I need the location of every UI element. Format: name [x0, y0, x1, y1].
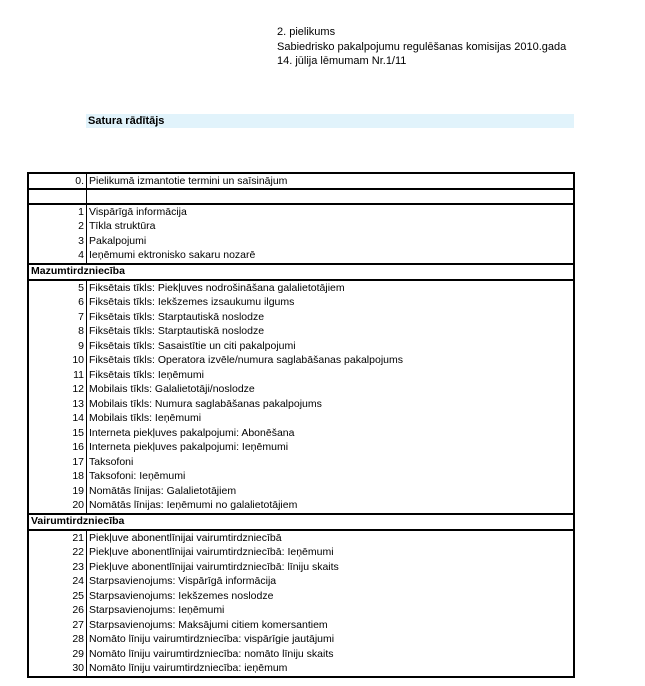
- section-retail: Mazumtirdzniecība: [29, 263, 573, 281]
- toc-general-group: [29, 203, 573, 263]
- toc-row: [29, 661, 573, 676]
- toc-row: [29, 574, 573, 589]
- toc-row-title: Pielikumā izmantotie termini un saīsinājum: [89, 175, 288, 187]
- toc-row-number: 16: [29, 440, 87, 455]
- toc-row-title: Mobilais tīkls: Galalietotāji/noslodze: [89, 383, 255, 395]
- toc-row-number: 2: [29, 219, 87, 234]
- toc-retail-group: [29, 281, 573, 513]
- toc-row: [29, 411, 573, 426]
- toc-row: [29, 295, 573, 310]
- toc-row-title: Nomātās līnijas: Ieņēmumi no galalietotājiem: [89, 499, 298, 511]
- toc-row-intro: [29, 174, 573, 188]
- toc-row-title: Taksofoni: [89, 455, 134, 468]
- toc-row-title: Mobilais tīkls: Ieņēmumi: [89, 412, 202, 424]
- toc-row-number: 6: [29, 295, 87, 310]
- toc-row: [29, 248, 573, 263]
- toc-row-number: 5: [29, 281, 87, 296]
- toc-row-number: 4: [29, 248, 87, 263]
- toc-row: [29, 455, 573, 470]
- toc-row: [29, 310, 573, 325]
- toc-row-title: Nomāto līniju vairumtirdzniecība: vispārīgie jautājumi: [89, 633, 335, 645]
- section-wholesale: Vairumtirdzniecība: [29, 513, 573, 531]
- toc-row-title: Starpsavienojums: Ieņēmumi: [89, 604, 225, 616]
- toc-title: Satura rādītājs: [86, 114, 574, 128]
- toc-row-number: 12: [29, 382, 87, 397]
- toc-row: [29, 440, 573, 455]
- toc-row-title: Fiksētais tīkls: Ieņēmumi: [89, 368, 204, 381]
- toc-row-number: 17: [29, 455, 87, 470]
- toc-row-number: 18: [29, 469, 87, 484]
- toc-row-number: 22: [29, 545, 87, 560]
- toc-row-number: 13: [29, 397, 87, 412]
- annex-number: 2. pielikums: [277, 26, 336, 38]
- toc-row: [29, 219, 573, 234]
- commission-line: Sabiedrisko pakalpojumu regulēšanas komisijas 2010.gada: [277, 40, 567, 53]
- toc-row: [29, 560, 573, 575]
- toc-row: [29, 426, 573, 441]
- toc-row-title: Starpsavienojums: Maksājumi citiem komersantiem: [89, 618, 328, 631]
- toc-row-number: 15: [29, 426, 87, 441]
- toc-row-number: 21: [29, 531, 87, 546]
- toc-row: [29, 353, 573, 368]
- toc-row: [29, 234, 573, 249]
- toc-row: [29, 382, 573, 397]
- toc-table: [27, 172, 575, 678]
- toc-row-number: 8: [29, 324, 87, 339]
- toc-row-number: 9: [29, 339, 87, 354]
- toc-row-title: Piekļuve abonentlīnijai vairumtirdzniecībā: [89, 531, 282, 544]
- toc-row: [29, 603, 573, 618]
- toc-row-number: 25: [29, 589, 87, 604]
- toc-row-number: 27: [29, 618, 87, 633]
- toc-row-title: Ieņēmumi ektronisko sakaru nozarē: [89, 249, 256, 261]
- toc-row-title: Interneta piekļuves pakalpojumi: Abonēšana: [89, 426, 295, 439]
- toc-row-title: Fiksētais tīkls: Operatora izvēle/numura saglabāšanas pakalpojums: [89, 354, 403, 366]
- toc-row-blank: [29, 188, 573, 203]
- toc-row: [29, 368, 573, 383]
- toc-row-number: 7: [29, 310, 87, 325]
- toc-row-title: Pakalpojumi: [89, 234, 147, 247]
- toc-row-title: Fiksētais tīkls: Starptautiskā noslodze: [89, 310, 265, 323]
- toc-row-title: Fiksētais tīkls: Starptautiskā noslodze: [89, 325, 265, 337]
- toc-row-number: 28: [29, 632, 87, 647]
- toc-row: [29, 618, 573, 633]
- toc-row: [29, 632, 573, 647]
- toc-row-title: Vispārīgā informācija: [89, 205, 187, 218]
- toc-row-title: Starpsavienojums: Vispārīgā informācija: [89, 575, 277, 587]
- toc-row-title: Tīkla struktūra: [89, 220, 156, 232]
- toc-row-title: Starpsavienojums: Iekšzemes noslodze: [89, 589, 274, 602]
- toc-row-number: 14: [29, 411, 87, 426]
- toc-row: [29, 281, 573, 296]
- toc-row-title: Taksofoni: Ieņēmumi: [89, 470, 186, 482]
- toc-row: [29, 484, 573, 499]
- toc-row: [29, 205, 573, 220]
- toc-row-number: 24: [29, 574, 87, 589]
- toc-row: [29, 647, 573, 662]
- toc-row-title-empty: [87, 190, 573, 203]
- toc-row: [29, 339, 573, 354]
- toc-row: [29, 397, 573, 412]
- toc-row-title: Nomāto līniju vairumtirdzniecība: ieņēmum: [89, 662, 288, 674]
- toc-row-number: 3: [29, 234, 87, 249]
- toc-row-title: Mobilais tīkls: Numura saglabāšanas pakalpojums: [89, 397, 322, 410]
- toc-row-number: 11: [29, 368, 87, 383]
- toc-row: [29, 498, 573, 513]
- toc-row: [29, 324, 573, 339]
- toc-wholesale-group: [29, 531, 573, 676]
- decision-reference: 14. jūlija lēmumam Nr.1/11: [277, 55, 407, 67]
- toc-row-title: Nomātās līnijas: Galalietotājiem: [89, 484, 237, 497]
- toc-row: [29, 545, 573, 560]
- toc-row-title: Piekļuve abonentlīnijai vairumtirdzniecībā: līniju skaits: [89, 560, 339, 573]
- toc-row-title: Fiksētais tīkls: Iekšzemes izsaukumu ilgums: [89, 296, 295, 308]
- toc-row-number: 20: [29, 498, 87, 513]
- toc-row: [29, 469, 573, 484]
- toc-row-number: 1: [29, 205, 87, 220]
- toc-row-number-empty: [29, 190, 87, 203]
- toc-row-title: Fiksētais tīkls: Sasaistītie un citi pakalpojumi: [89, 339, 296, 352]
- toc-row-number: 30: [29, 661, 87, 676]
- toc-row-title: Fiksētais tīkls: Piekļuves nodrošināšana galalietotājiem: [89, 281, 345, 294]
- toc-row-title: Piekļuve abonentlīnijai vairumtirdzniecībā: Ieņēmumi: [89, 546, 334, 558]
- toc-row-number: 23: [29, 560, 87, 575]
- toc-row-number: 19: [29, 484, 87, 499]
- toc-row: [29, 589, 573, 604]
- toc-row-title: Nomāto līniju vairumtirdzniecība: nomāto līniju skaits: [89, 647, 334, 660]
- toc-row-title: Interneta piekļuves pakalpojumi: Ieņēmumi: [89, 441, 289, 453]
- document-header: [277, 25, 566, 69]
- toc-row-number: 10: [29, 353, 87, 368]
- toc-row-number: 0.: [29, 174, 87, 188]
- toc-row-number: 26: [29, 603, 87, 618]
- toc-row-number: 29: [29, 647, 87, 662]
- toc-row: [29, 531, 573, 546]
